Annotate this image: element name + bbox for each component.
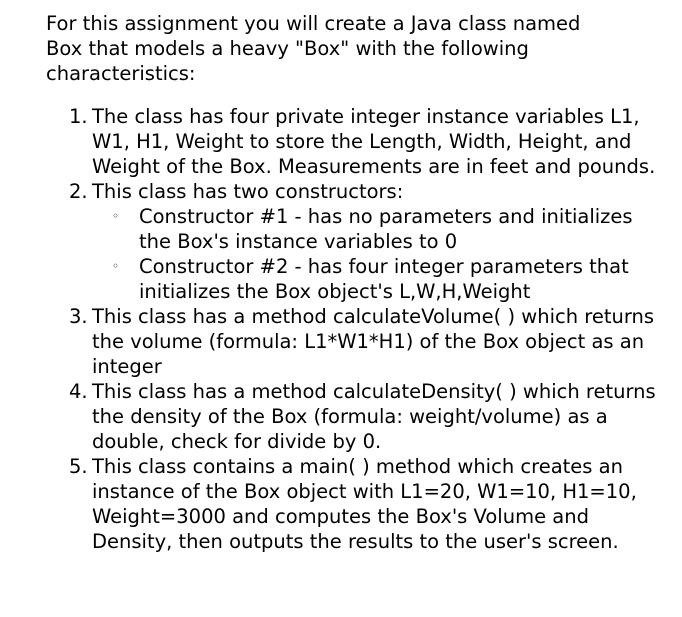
sublist-item — [92, 204, 658, 254]
list-item-text: This class contains a main( ) method which creates an instance of the Box object with L1=20, W1=10, H1=10, Weight=3000 and computes the Box's Volume and Density, then outputs the results to the user's screen. — [92, 455, 637, 553]
list-item-text: This class has two constructors: — [92, 180, 404, 203]
list-item — [46, 454, 658, 554]
sublist-item-text: Constructor #1 - has no parameters and initializes the Box's instance variables to 0 — [139, 205, 633, 253]
list-number: 1. — [69, 105, 88, 128]
list-number: 4. — [69, 380, 88, 403]
list-item-text: This class has a method calculateDensity( ) which returns the density of the Box (formula: weight/volume) as a double, check for divide by 0. — [92, 380, 656, 453]
requirements-list — [46, 104, 658, 554]
list-number: 2. — [69, 180, 88, 203]
sublist-item-text: Constructor #2 - has four integer parameters that initializes the Box object's L,W,H,Weight — [139, 255, 629, 303]
list-number: 3. — [69, 305, 88, 328]
list-item — [46, 304, 658, 379]
intro-paragraph: For this assignment you will create a Java class named Box that models a heavy "Box" with the following characteristics: — [46, 12, 581, 85]
list-item — [46, 104, 658, 179]
list-item-text: This class has a method calculateVolume( ) which returns the volume (formula: L1*W1*H1) of the Box object as an integer — [92, 305, 655, 378]
sublist-item — [92, 254, 658, 304]
list-item — [46, 179, 658, 304]
list-item-text: The class has four private integer instance variables L1, W1, H1, Weight to store the Length, Width, Height, and Weight of the Box. Measurements are in feet and pounds. — [92, 105, 656, 178]
assignment-document — [46, 11, 658, 554]
bullet-icon: ◦ — [112, 209, 120, 223]
list-number: 5. — [69, 455, 88, 478]
constructor-sublist — [92, 204, 658, 304]
bullet-icon: ◦ — [112, 259, 120, 273]
list-item — [46, 379, 658, 454]
